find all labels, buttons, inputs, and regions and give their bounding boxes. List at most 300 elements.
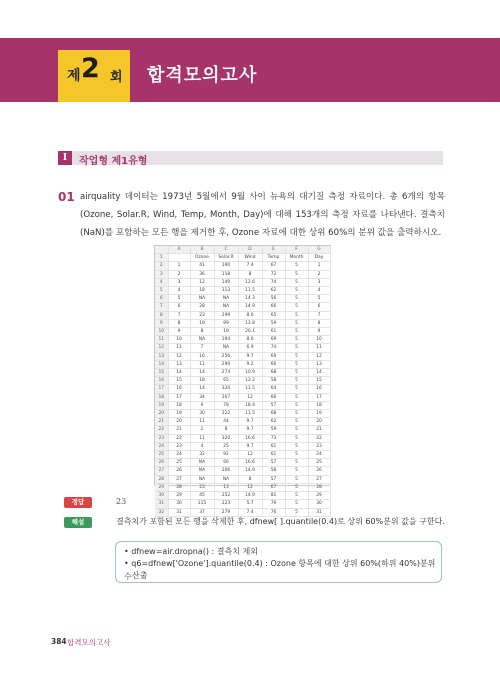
sheet-cell: 9.7 bbox=[238, 352, 262, 360]
sheet-row-number: 13 bbox=[155, 352, 168, 360]
sheet-cell: 21 bbox=[168, 426, 190, 434]
sheet-cell: Temp bbox=[262, 254, 285, 262]
sheet-row bbox=[155, 401, 330, 409]
sheet-cell: 13.2 bbox=[238, 377, 262, 385]
sheet-cell: 8.6 bbox=[238, 311, 262, 319]
sheet-row-number: 9 bbox=[155, 319, 168, 327]
sheet-cell: 279 bbox=[214, 508, 238, 516]
sheet-cell: 44 bbox=[214, 418, 238, 426]
sheet-cell: 115 bbox=[190, 500, 214, 508]
sheet-cell: Ozone bbox=[190, 254, 214, 262]
sheet-column-letter: G bbox=[308, 246, 330, 254]
sheet-row bbox=[155, 410, 330, 418]
sheet-row-number: 17 bbox=[155, 385, 168, 393]
sheet-cell: 290 bbox=[214, 360, 238, 368]
sheet-cell: 81 bbox=[262, 492, 285, 500]
sheet-cell: 5 bbox=[285, 401, 308, 409]
sheet-cell: 32 bbox=[190, 451, 214, 459]
sheet-cell: 10.9 bbox=[238, 369, 262, 377]
sheet-cell: 16 bbox=[308, 385, 330, 393]
sheet-cell: 274 bbox=[214, 369, 238, 377]
sheet-row-number: 31 bbox=[155, 500, 168, 508]
sheet-row bbox=[155, 303, 330, 311]
sheet-column-letter: A bbox=[168, 246, 190, 254]
sheet-cell: 5 bbox=[285, 328, 308, 336]
sheet-column-letter: C bbox=[214, 246, 238, 254]
sheet-cell: 14 bbox=[308, 369, 330, 377]
sheet-cell: 21 bbox=[308, 426, 330, 434]
sheet-cell: 99 bbox=[214, 319, 238, 327]
sheet-row-number: 23 bbox=[155, 434, 168, 442]
sheet-cell: 30 bbox=[168, 500, 190, 508]
sheet-cell: 27 bbox=[308, 475, 330, 483]
sheet-cell: 1 bbox=[168, 262, 190, 270]
sheet-cell: 5 bbox=[285, 410, 308, 418]
sheet-column-letter: E bbox=[262, 246, 285, 254]
sheet-cell: 18 bbox=[190, 377, 214, 385]
sheet-cell: 34 bbox=[190, 393, 214, 401]
sheet-cell: 5 bbox=[285, 352, 308, 360]
sheet-cell: 31 bbox=[168, 508, 190, 516]
sheet-cell: 69 bbox=[262, 352, 285, 360]
sheet-column-letter: D bbox=[238, 246, 262, 254]
sheet-cell: 14 bbox=[190, 385, 214, 393]
sheet-cell: 8 bbox=[308, 319, 330, 327]
sheet-cell: 73 bbox=[262, 434, 285, 442]
sheet-cell: 41 bbox=[190, 262, 214, 270]
sheet-cell: 14.3 bbox=[238, 295, 262, 303]
sheet-cell: 23 bbox=[308, 442, 330, 450]
sheet-cell: 11.5 bbox=[238, 410, 262, 418]
sheet-cell: 320 bbox=[214, 434, 238, 442]
sheet-row bbox=[155, 295, 330, 303]
sheet-cell: 11 bbox=[168, 344, 190, 352]
sheet-cell: 313 bbox=[214, 287, 238, 295]
sheet-cell: 15 bbox=[308, 377, 330, 385]
sheet-cell: 28 bbox=[308, 483, 330, 491]
sheet-cell: 6.9 bbox=[238, 344, 262, 352]
sheet-cell: 5 bbox=[285, 262, 308, 270]
sheet-cell: 24 bbox=[168, 451, 190, 459]
page-number: 384 bbox=[51, 637, 67, 646]
sheet-cell: 62 bbox=[262, 418, 285, 426]
sheet-cell: 5 bbox=[285, 270, 308, 278]
sheet-row bbox=[155, 336, 330, 344]
sheet-cell: 74 bbox=[262, 278, 285, 286]
sheet-cell: NA bbox=[190, 475, 214, 483]
sheet-cell: Month bbox=[285, 254, 308, 262]
spreadsheet-table bbox=[155, 246, 331, 517]
sheet-cell: 9.2 bbox=[238, 360, 262, 368]
sheet-cell: 64 bbox=[262, 385, 285, 393]
sheet-cell: 78 bbox=[214, 401, 238, 409]
sheet-row bbox=[155, 377, 330, 385]
sheet-cell: 67 bbox=[262, 483, 285, 491]
sheet-row-number: 4 bbox=[155, 278, 168, 286]
sheet-cell: 17 bbox=[168, 393, 190, 401]
sheet-cell: 12.6 bbox=[238, 278, 262, 286]
sheet-row-number: 24 bbox=[155, 442, 168, 450]
sheet-row bbox=[155, 393, 330, 401]
sheet-cell: 11.5 bbox=[238, 385, 262, 393]
sheet-cell: 2 bbox=[308, 270, 330, 278]
sheet-cell: 92 bbox=[214, 451, 238, 459]
sheet-cell: 61 bbox=[262, 328, 285, 336]
sheet-row bbox=[155, 319, 330, 327]
sheet-column-letter: F bbox=[285, 246, 308, 254]
sheet-row-number: 5 bbox=[155, 287, 168, 295]
sheet-cell: 7 bbox=[168, 311, 190, 319]
sheet-row-number: 16 bbox=[155, 377, 168, 385]
sheet-cell: 65 bbox=[214, 377, 238, 385]
sheet-cell: 18 bbox=[308, 401, 330, 409]
sheet-cell: 5 bbox=[308, 295, 330, 303]
sheet-cell: 8 bbox=[238, 475, 262, 483]
sheet-cell: 5 bbox=[285, 303, 308, 311]
sheet-cell: 31 bbox=[308, 508, 330, 516]
sheet-cell: 61 bbox=[262, 442, 285, 450]
chapter-number: 2 bbox=[81, 53, 100, 84]
sheet-cell: 45 bbox=[190, 492, 214, 500]
sheet-cell: 4 bbox=[168, 287, 190, 295]
sheet-cell: 9 bbox=[168, 328, 190, 336]
sheet-cell: 5 bbox=[168, 295, 190, 303]
sheet-cell: NA bbox=[190, 336, 214, 344]
sheet-cell: 5 bbox=[285, 319, 308, 327]
sheet-cell: 25 bbox=[168, 459, 190, 467]
sheet-cell: 58 bbox=[262, 377, 285, 385]
sheet-cell: 334 bbox=[214, 385, 238, 393]
sheet-cell: 14.9 bbox=[238, 467, 262, 475]
sheet-row-number: 21 bbox=[155, 418, 168, 426]
sheet-column-letter bbox=[155, 246, 168, 254]
sheet-cell: 13 bbox=[308, 360, 330, 368]
sheet-cell: 62 bbox=[262, 287, 285, 295]
spreadsheet-image bbox=[154, 245, 331, 515]
code-line: • dfnew=air.dropna() : 결측치 제외 bbox=[124, 547, 258, 556]
sheet-cell: NA bbox=[214, 295, 238, 303]
code-line: 산출 bbox=[132, 571, 148, 580]
sheet-row-number: 11 bbox=[155, 336, 168, 344]
sheet-cell: 25 bbox=[308, 459, 330, 467]
sheet-cell: 16.6 bbox=[238, 434, 262, 442]
sheet-cell: 19 bbox=[308, 410, 330, 418]
sheet-cell: 5 bbox=[285, 385, 308, 393]
sheet-cell: 5 bbox=[285, 434, 308, 442]
code-box bbox=[115, 541, 442, 583]
sheet-cell: 9.7 bbox=[238, 418, 262, 426]
sheet-cell: 23 bbox=[190, 311, 214, 319]
sheet-row bbox=[155, 418, 330, 426]
sheet-cell: 20.1 bbox=[238, 328, 262, 336]
sheet-cell: NA bbox=[214, 344, 238, 352]
sheet-row-number: 26 bbox=[155, 459, 168, 467]
sheet-cell: 22 bbox=[308, 434, 330, 442]
sheet-row bbox=[155, 328, 330, 336]
chapter-suffix: 회 bbox=[110, 70, 123, 85]
sheet-row bbox=[155, 508, 330, 516]
sheet-cell: 5 bbox=[285, 344, 308, 352]
explanation-text: 결측치가 포함된 모든 행을 삭제한 후, dfnew[ ].quantile(0.4)로 상위 60%분위 값을 구한다. bbox=[116, 517, 445, 526]
sheet-row bbox=[155, 344, 330, 352]
sheet-cell: NA bbox=[214, 303, 238, 311]
sheet-cell: 28 bbox=[190, 303, 214, 311]
question-number: 01 bbox=[58, 190, 75, 204]
sheet-cell: 5.7 bbox=[238, 500, 262, 508]
sheet-cell: 5 bbox=[285, 336, 308, 344]
sheet-row-number: 32 bbox=[155, 508, 168, 516]
sheet-cell: 18.4 bbox=[238, 401, 262, 409]
sheet-row-number: 3 bbox=[155, 270, 168, 278]
sheet-cell: 12 bbox=[308, 352, 330, 360]
sheet-cell: 322 bbox=[214, 410, 238, 418]
sheet-cell: 299 bbox=[214, 311, 238, 319]
sheet-cell: 194 bbox=[214, 336, 238, 344]
sheet-cell: 5 bbox=[285, 369, 308, 377]
sheet-cell: NA bbox=[214, 475, 238, 483]
sheet-cell: NA bbox=[190, 295, 214, 303]
sheet-column-letter: B bbox=[190, 246, 214, 254]
sheet-row-number: 22 bbox=[155, 426, 168, 434]
sheet-cell: 3 bbox=[308, 278, 330, 286]
sheet-cell: 8 bbox=[168, 319, 190, 327]
sheet-cell: 16.6 bbox=[238, 459, 262, 467]
sheet-row-number: 2 bbox=[155, 262, 168, 270]
sheet-cell: 57 bbox=[262, 401, 285, 409]
sheet-row bbox=[155, 451, 330, 459]
section-title: 작업형 제1유형 bbox=[79, 156, 148, 167]
sheet-cell: 6 bbox=[308, 303, 330, 311]
sheet-cell: Wind bbox=[238, 254, 262, 262]
sheet-cell: 17 bbox=[308, 393, 330, 401]
sheet-cell: 9.7 bbox=[238, 442, 262, 450]
sheet-row-number: 15 bbox=[155, 369, 168, 377]
sheet-cell: 5 bbox=[285, 393, 308, 401]
sheet-cell: 72 bbox=[262, 270, 285, 278]
sheet-cell: 1 bbox=[190, 426, 214, 434]
sheet-row bbox=[155, 254, 330, 262]
sheet-cell: 66 bbox=[262, 360, 285, 368]
sheet-cell: 11 bbox=[190, 360, 214, 368]
sheet-cell: 5 bbox=[285, 459, 308, 467]
sheet-cell: 5 bbox=[285, 451, 308, 459]
sheet-cell: 1 bbox=[308, 262, 330, 270]
answer-value: 23 bbox=[116, 497, 127, 506]
explanation-badge: 해설 bbox=[64, 517, 92, 528]
sheet-row bbox=[155, 483, 330, 491]
sheet-row bbox=[155, 426, 330, 434]
sheet-cell: 26 bbox=[308, 467, 330, 475]
sheet-cell: 5 bbox=[285, 467, 308, 475]
sheet-cell bbox=[168, 254, 190, 262]
sheet-row bbox=[155, 287, 330, 295]
sheet-row-number: 6 bbox=[155, 295, 168, 303]
sheet-row bbox=[155, 467, 330, 475]
sheet-cell: 56 bbox=[262, 295, 285, 303]
sheet-cell: 5 bbox=[285, 311, 308, 319]
sheet-cell: 5 bbox=[285, 483, 308, 491]
sheet-cell: 12 bbox=[238, 393, 262, 401]
sheet-cell: 149 bbox=[214, 278, 238, 286]
sheet-cell: 59 bbox=[262, 319, 285, 327]
sheet-cell: 10 bbox=[308, 336, 330, 344]
sheet-row-number: 28 bbox=[155, 475, 168, 483]
sheet-row-number: 1 bbox=[155, 254, 168, 262]
sheet-row-number: 10 bbox=[155, 328, 168, 336]
section-numeral: Ⅰ bbox=[58, 151, 72, 165]
sheet-row-number: 30 bbox=[155, 492, 168, 500]
sheet-cell: Solar.R bbox=[214, 254, 238, 262]
sheet-cell: NA bbox=[190, 467, 214, 475]
sheet-row-number: 25 bbox=[155, 451, 168, 459]
sheet-cell: 20 bbox=[308, 418, 330, 426]
sheet-cell: 4 bbox=[308, 287, 330, 295]
sheet-cell: 11.5 bbox=[238, 287, 262, 295]
sheet-cell: 307 bbox=[214, 393, 238, 401]
sheet-cell: 37 bbox=[190, 508, 214, 516]
footer-label: 합격모의고사 bbox=[67, 638, 111, 647]
sheet-cell: 23 bbox=[168, 442, 190, 450]
sheet-cell: 252 bbox=[214, 492, 238, 500]
sheet-cell: 30 bbox=[190, 410, 214, 418]
sheet-cell: 57 bbox=[262, 475, 285, 483]
sheet-cell: 12 bbox=[238, 483, 262, 491]
sheet-row bbox=[155, 270, 330, 278]
sheet-cell: 8.6 bbox=[238, 336, 262, 344]
sheet-cell: 16 bbox=[168, 385, 190, 393]
sheet-cell: 13.8 bbox=[238, 319, 262, 327]
sheet-row-number: 7 bbox=[155, 303, 168, 311]
sheet-row-number: 14 bbox=[155, 360, 168, 368]
sheet-cell: 10 bbox=[168, 336, 190, 344]
sheet-cell: 68 bbox=[262, 369, 285, 377]
sheet-row bbox=[155, 500, 330, 508]
sheet-cell: 19 bbox=[190, 319, 214, 327]
sheet-cell: 9.7 bbox=[238, 426, 262, 434]
sheet-cell: 7 bbox=[190, 344, 214, 352]
sheet-cell: 12 bbox=[190, 278, 214, 286]
sheet-cell: 3 bbox=[168, 278, 190, 286]
sheet-cell: 19 bbox=[214, 328, 238, 336]
sheet-cell: 5 bbox=[285, 500, 308, 508]
sheet-cell: 69 bbox=[262, 336, 285, 344]
sheet-row-number: 18 bbox=[155, 393, 168, 401]
chapter-title: 합격모의고사 bbox=[147, 65, 258, 86]
sheet-row-number: 12 bbox=[155, 344, 168, 352]
sheet-cell: 7.4 bbox=[238, 262, 262, 270]
sheet-cell: 5 bbox=[285, 377, 308, 385]
sheet-cell: 14 bbox=[168, 369, 190, 377]
sheet-cell: 118 bbox=[214, 270, 238, 278]
sheet-row bbox=[155, 442, 330, 450]
sheet-row bbox=[155, 369, 330, 377]
sheet-cell: 6 bbox=[168, 303, 190, 311]
sheet-cell: 266 bbox=[214, 467, 238, 475]
sheet-cell: 14.9 bbox=[238, 303, 262, 311]
sheet-cell: 19 bbox=[168, 410, 190, 418]
sheet-cell: 8 bbox=[190, 328, 214, 336]
sheet-cell: 67 bbox=[262, 262, 285, 270]
chapter-prefix: 제 bbox=[67, 68, 81, 84]
sheet-cell: 11 bbox=[190, 434, 214, 442]
sheet-cell: 5 bbox=[285, 287, 308, 295]
sheet-cell: 59 bbox=[262, 426, 285, 434]
sheet-cell: 8 bbox=[214, 426, 238, 434]
sheet-cell: 223 bbox=[214, 500, 238, 508]
sheet-cell: 29 bbox=[308, 492, 330, 500]
sheet-row-number: 20 bbox=[155, 410, 168, 418]
sheet-cell: 4 bbox=[190, 442, 214, 450]
sheet-cell: 13 bbox=[168, 360, 190, 368]
sheet-cell: 30 bbox=[308, 500, 330, 508]
sheet-row bbox=[155, 492, 330, 500]
sheet-cell: Day bbox=[308, 254, 330, 262]
sheet-cell: 256 bbox=[214, 352, 238, 360]
sheet-cell: 5 bbox=[285, 418, 308, 426]
sheet-cell: 23 bbox=[190, 483, 214, 491]
sheet-cell: 11 bbox=[190, 418, 214, 426]
sheet-cell: 9 bbox=[308, 328, 330, 336]
sheet-cell: 68 bbox=[262, 410, 285, 418]
sheet-cell: 24 bbox=[308, 451, 330, 459]
sheet-cell: 5 bbox=[285, 426, 308, 434]
sheet-cell: 26 bbox=[168, 467, 190, 475]
sheet-cell: 27 bbox=[168, 475, 190, 483]
sheet-cell: 79 bbox=[262, 500, 285, 508]
sheet-cell: 66 bbox=[262, 393, 285, 401]
sheet-cell: 28 bbox=[168, 483, 190, 491]
sheet-cell: 14.9 bbox=[238, 492, 262, 500]
sheet-cell: 22 bbox=[168, 434, 190, 442]
sheet-cell: 61 bbox=[262, 451, 285, 459]
sheet-cell: 5 bbox=[285, 492, 308, 500]
sheet-row bbox=[155, 360, 330, 368]
code-line: • q6=dfnew['Ozone'].quantile(0.4) : Ozone 항목에 대한 상위 60%(하위 40%)분위수 bbox=[124, 559, 436, 581]
sheet-cell: 7.4 bbox=[238, 508, 262, 516]
sheet-column-header-row bbox=[155, 246, 330, 254]
sheet-cell: 18 bbox=[168, 401, 190, 409]
sheet-row-number: 29 bbox=[155, 483, 168, 491]
sheet-cell: 15 bbox=[168, 377, 190, 385]
sheet-row bbox=[155, 385, 330, 393]
sheet-cell: 13 bbox=[214, 483, 238, 491]
sheet-cell: 2 bbox=[168, 270, 190, 278]
sheet-row bbox=[155, 434, 330, 442]
sheet-cell: 20 bbox=[168, 418, 190, 426]
sheet-row-number: 8 bbox=[155, 311, 168, 319]
sheet-cell: 7 bbox=[308, 311, 330, 319]
sheet-cell: 76 bbox=[262, 508, 285, 516]
sheet-cell: 29 bbox=[168, 492, 190, 500]
sheet-row-number: 27 bbox=[155, 467, 168, 475]
sheet-cell: 5 bbox=[285, 295, 308, 303]
sheet-cell: 5 bbox=[285, 442, 308, 450]
sheet-cell: 6 bbox=[190, 401, 214, 409]
sheet-cell: 66 bbox=[214, 459, 238, 467]
sheet-cell: 57 bbox=[262, 459, 285, 467]
sheet-cell: NA bbox=[190, 459, 214, 467]
sheet-cell: 65 bbox=[262, 311, 285, 319]
sheet-cell: 11 bbox=[308, 344, 330, 352]
sheet-cell: 25 bbox=[214, 442, 238, 450]
sheet-cell: 74 bbox=[262, 344, 285, 352]
sheet-cell: 5 bbox=[285, 278, 308, 286]
sheet-row bbox=[155, 459, 330, 467]
sheet-cell: 8 bbox=[238, 270, 262, 278]
sheet-cell: 12 bbox=[168, 352, 190, 360]
sheet-cell: 14 bbox=[190, 369, 214, 377]
sheet-cell: 5 bbox=[285, 475, 308, 483]
